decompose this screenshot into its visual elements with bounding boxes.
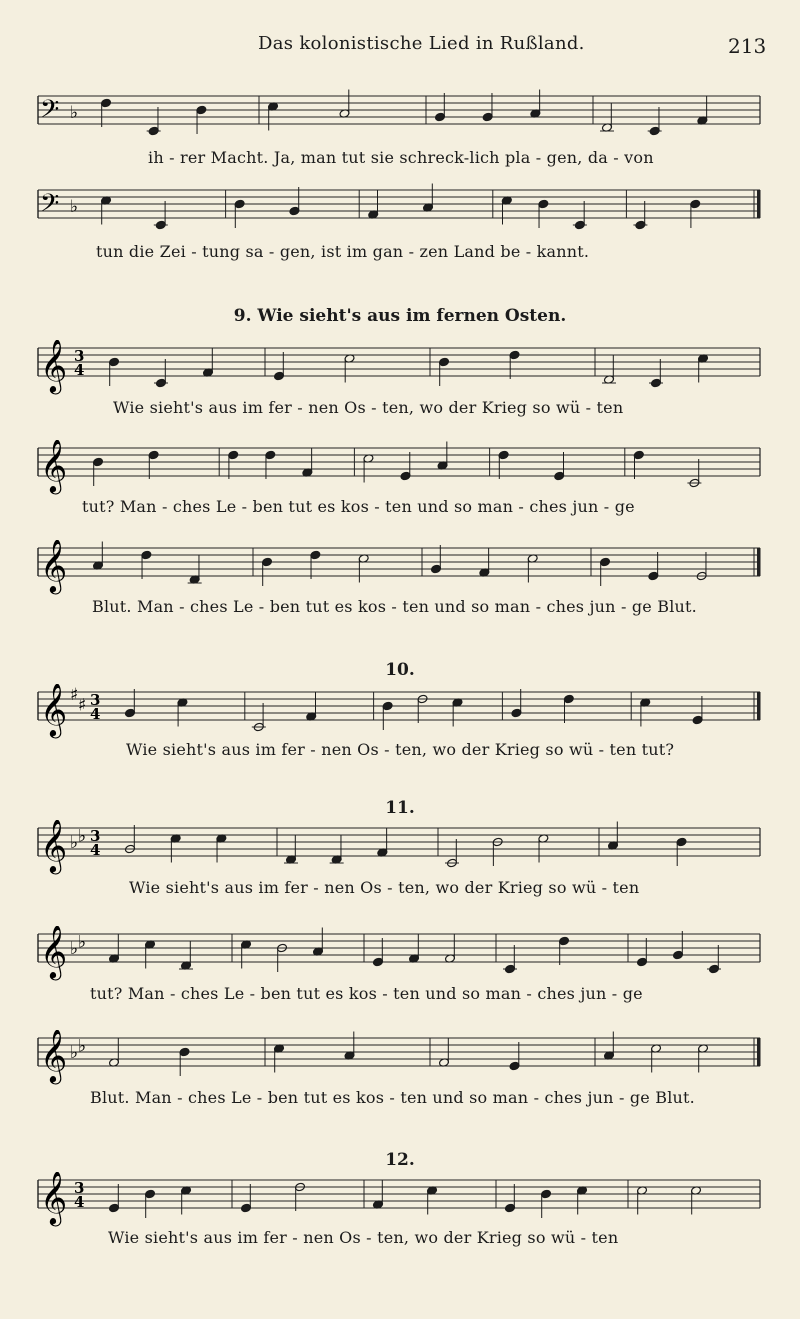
treble-clef-icon: 𝄞 — [40, 820, 68, 872]
staff-svg — [0, 88, 800, 148]
time-signature-icon: 3 — [90, 827, 101, 845]
staff-svg — [0, 440, 800, 500]
staff-svg — [0, 182, 800, 242]
music-system — [0, 340, 800, 430]
time-signature-icon: 4 — [74, 1193, 85, 1211]
music-system — [0, 926, 800, 1016]
staff-svg — [0, 820, 800, 880]
key-accidental-icon: ♭ — [70, 103, 79, 123]
staff-svg — [0, 926, 800, 986]
final-barline — [757, 548, 761, 576]
treble-clef-icon: 𝄞 — [40, 684, 68, 736]
page-number: 213 — [728, 34, 767, 58]
running-title: Das kolonistische Lied in Rußland. — [258, 33, 585, 54]
key-accidental-icon: ♭ — [70, 833, 79, 853]
staff-svg — [0, 340, 800, 400]
key-accidental-icon: ♭ — [70, 1043, 79, 1063]
lyrics-line: Wie sieht's aus im fer - nen Os - ten, wo der Krieg so wü - ten — [108, 1228, 619, 1247]
treble-clef-icon: 𝄞 — [40, 540, 68, 592]
music-system — [0, 820, 800, 910]
key-accidental-icon: ♭ — [78, 1036, 87, 1057]
time-signature-icon: 4 — [90, 841, 101, 859]
lyrics-line: Wie sieht's aus im fer - nen Os - ten, wo der Krieg so wü - ten tut? — [126, 740, 675, 759]
song-title: 11. — [385, 798, 415, 818]
lyrics-line: Blut. Man - ches Le - ben tut es kos - ten und so man - ches jun - ge Blut. — [90, 1088, 695, 1107]
time-signature-icon: 3 — [74, 347, 85, 365]
staff-svg — [0, 1030, 800, 1090]
final-barline — [757, 692, 761, 720]
final-barline — [757, 1038, 761, 1066]
key-accidental-icon: ♯ — [78, 695, 87, 716]
lyrics-line: Blut. Man - ches Le - ben tut es kos - ten und so man - ches jun - ge Blut. — [92, 597, 697, 616]
bass-clef-icon: 𝄢 — [40, 95, 60, 130]
treble-clef-icon: 𝄞 — [40, 926, 68, 978]
treble-clef-icon: 𝄞 — [40, 1172, 68, 1224]
lyrics-line: tun die Zei - tung sa - gen, ist im gan - zen Land be - kannt. — [96, 242, 590, 261]
time-signature-icon: 4 — [90, 705, 101, 723]
music-system — [0, 1172, 800, 1262]
key-accidental-icon: ♭ — [78, 826, 87, 847]
time-signature-icon: 3 — [90, 691, 101, 709]
key-accidental-icon: ♭ — [70, 197, 79, 217]
music-system — [0, 684, 800, 774]
treble-clef-icon: 𝄞 — [40, 340, 68, 392]
final-barline — [757, 190, 761, 218]
music-system — [0, 440, 800, 530]
bass-clef-icon: 𝄢 — [40, 189, 60, 224]
music-system — [0, 182, 800, 272]
music-system — [0, 88, 800, 178]
time-signature-icon: 3 — [74, 1179, 85, 1197]
lyrics-line: ih - rer Macht. Ja, man tut sie schreck-lich pla - gen, da - von — [148, 148, 654, 167]
music-system — [0, 540, 800, 630]
song-title: 9. Wie sieht's aus im fernen Osten. — [233, 306, 567, 326]
lyrics-line: Wie sieht's aus im fer - nen Os - ten, wo der Krieg so wü - ten — [113, 398, 624, 417]
lyrics-line: tut? Man - ches Le - ben tut es kos - ten und so man - ches jun - ge — [90, 984, 643, 1003]
treble-clef-icon: 𝄞 — [40, 440, 68, 492]
lyrics-line: tut? Man - ches Le - ben tut es kos - ten und so man - ches jun - ge — [82, 497, 635, 516]
song-title: 10. — [385, 660, 415, 680]
staff-svg — [0, 1172, 800, 1232]
music-system — [0, 1030, 800, 1120]
song-title: 12. — [385, 1150, 415, 1170]
lyrics-line: Wie sieht's aus im fer - nen Os - ten, wo der Krieg so wü - ten — [129, 878, 640, 897]
key-accidental-icon: ♭ — [78, 932, 87, 953]
staff-svg — [0, 540, 800, 600]
treble-clef-icon: 𝄞 — [40, 1030, 68, 1082]
staff-svg — [0, 684, 800, 744]
key-accidental-icon: ♯ — [70, 685, 79, 705]
time-signature-icon: 4 — [74, 361, 85, 379]
key-accidental-icon: ♭ — [70, 939, 79, 959]
